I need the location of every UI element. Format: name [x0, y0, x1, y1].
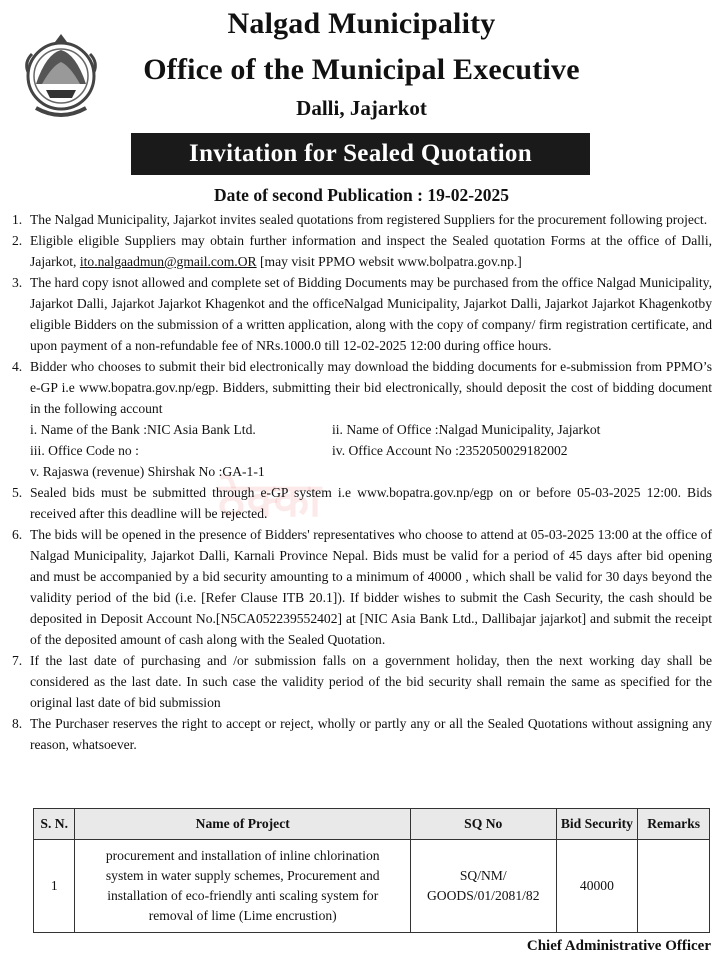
clause-text: The Nalgad Municipality, Jajarkot invites sealed quotations from registered Suppliers for the procurement following project. [30, 212, 708, 227]
clause-3 [12, 272, 712, 356]
bank-details [30, 419, 712, 482]
project-table [33, 808, 710, 933]
table-row [34, 840, 710, 933]
bank-name: i. Name of the Bank :NIC Asia Bank Ltd. [30, 422, 256, 437]
clause-number: 4. [12, 359, 23, 374]
clause-4 [12, 356, 712, 482]
cell-sq: SQ/NM/ GOODS/01/2081/82 [410, 840, 556, 933]
office-name: ii. Name of Office :Nalgad Municipality, Jajarkot [332, 422, 601, 437]
clause-7 [12, 650, 712, 713]
clause-5 [12, 482, 712, 524]
office-account: iv. Office Account No :2352050029182002 [332, 443, 568, 458]
cell-project: procurement and installation of inline chlorination system in water supply schemes, Procurement and installation of eco-friendly anti scaling system for removal of lime (Lime encrustion) [75, 840, 411, 933]
clause-number: 6. [12, 527, 23, 542]
clause-text: Eligible eligible Suppliers may obtain further information and inspect the Sealed quotation Forms at the office of Dalli, Jajarkot, [30, 233, 712, 269]
signature-title: Chief Administrative Officer [526, 938, 711, 954]
clause-text: The Purchaser reserves the right to accept or reject, wholly or partly any or all the Sealed Quotations without assigning any reason, whatsoever. [30, 716, 712, 752]
col-header-remarks: Remarks [638, 809, 710, 840]
cell-security: 40000 [556, 840, 638, 933]
clause-8 [12, 713, 712, 755]
clause-text: Sealed bids must be submitted through e-GP system i.e www.bopatra.gov.np/egp on or before 05-03-2025 12:00. Bids received after this deadline will be rejected. [30, 485, 712, 521]
clause-number: 2. [12, 233, 23, 248]
clause-6 [12, 524, 712, 650]
clause-text: [may visit PPMO websit www.bolpatra.gov.np.] [260, 254, 522, 269]
office-code: iii. Office Code no : [30, 443, 139, 458]
clause-number: 3. [12, 275, 23, 290]
revenue-heading: v. Rajaswa (revenue) Shirshak No :GA-1-1 [30, 464, 265, 479]
clause-number: 5. [12, 485, 23, 500]
clause-text: If the last date of purchasing and /or submission falls on a government holiday, then the next working day shall be considered as the last date. In such case the validity period of the bid security shall remain the same as specified for the original last date of bid submission [30, 653, 712, 710]
clause-number: 7. [12, 653, 23, 668]
watermark: ठेक्का [218, 473, 324, 527]
clause-1 [12, 209, 712, 230]
notice-body [12, 209, 712, 755]
clause-text: The bids will be opened in the presence of Bidders' representatives who choose to attend at 05-03-2025 13:00 at the office of Nalgad Municipality, Jajarkot Dalli, Karnali Province Nepal. Bids must be valid for a period of 45 days after bid opening and must be accompanied by a bid security amounting to a minimum of 40000 , which shall be valid for 30 days beyond the validity period of the bid (i.e. [Refer Clause ITB 20.1]). If bidder wishes to submit the Cash Security, the cash should be deposited in Deposit Account No.[N5CA052239552402] at [NIC Asia Bank Ltd., Dallibajar jajarkot] and submit the receipt of the deposited amount of cash along with the Sealed Quotation. [30, 527, 712, 647]
cell-remarks [638, 840, 710, 933]
publication-date: Date of second Publication : 19-02-2025 [213, 185, 510, 205]
col-header-project: Name of Project [75, 809, 411, 840]
office-title: Office of the Municipal Executive [143, 53, 580, 86]
cell-sn: 1 [34, 840, 75, 933]
col-header-sn: S. N. [34, 809, 75, 840]
col-header-sq: SQ No [410, 809, 556, 840]
office-location: Dalli, Jajarkot [296, 96, 427, 120]
clause-number: 1. [12, 212, 23, 227]
col-header-security: Bid Security [556, 809, 638, 840]
municipality-title: Nalgad Municipality [227, 7, 496, 40]
table-header-row [34, 809, 710, 840]
clause-2 [12, 230, 712, 272]
nepal-emblem-icon [22, 32, 100, 118]
email-link[interactable]: ito.nalgaadmun@gmail.com.OR [79, 254, 257, 269]
clause-text: Bidder who chooses to submit their bid electronically may download the bidding documents for e-submission from PPMO’s e-GP i.e www.bopatra.gov.np/egp. Bidders, submitting their bid electronically, should deposit the cost of bidding document in the following account [30, 359, 712, 416]
notice-banner: Invitation for Sealed Quotation [131, 133, 590, 175]
clause-text: The hard copy isnot allowed and complete set of Bidding Documents may be purchased from the office Nalgad Municipality, Jajarkot Dalli, Jajarkot Jajarkot Khagenkot and the officeNalgad Municipality, Jajarkot Dalli, Jajarkot Jajarkot Khagenkotby eligible Bidders on the submission of a written application, along with the copy of company/ firm registration certificate, and upon payment of a non-refundable fee of NRs.1000.0 till 12-02-2025 12:00 during office hours. [30, 275, 712, 353]
clause-number: 8. [12, 716, 23, 731]
